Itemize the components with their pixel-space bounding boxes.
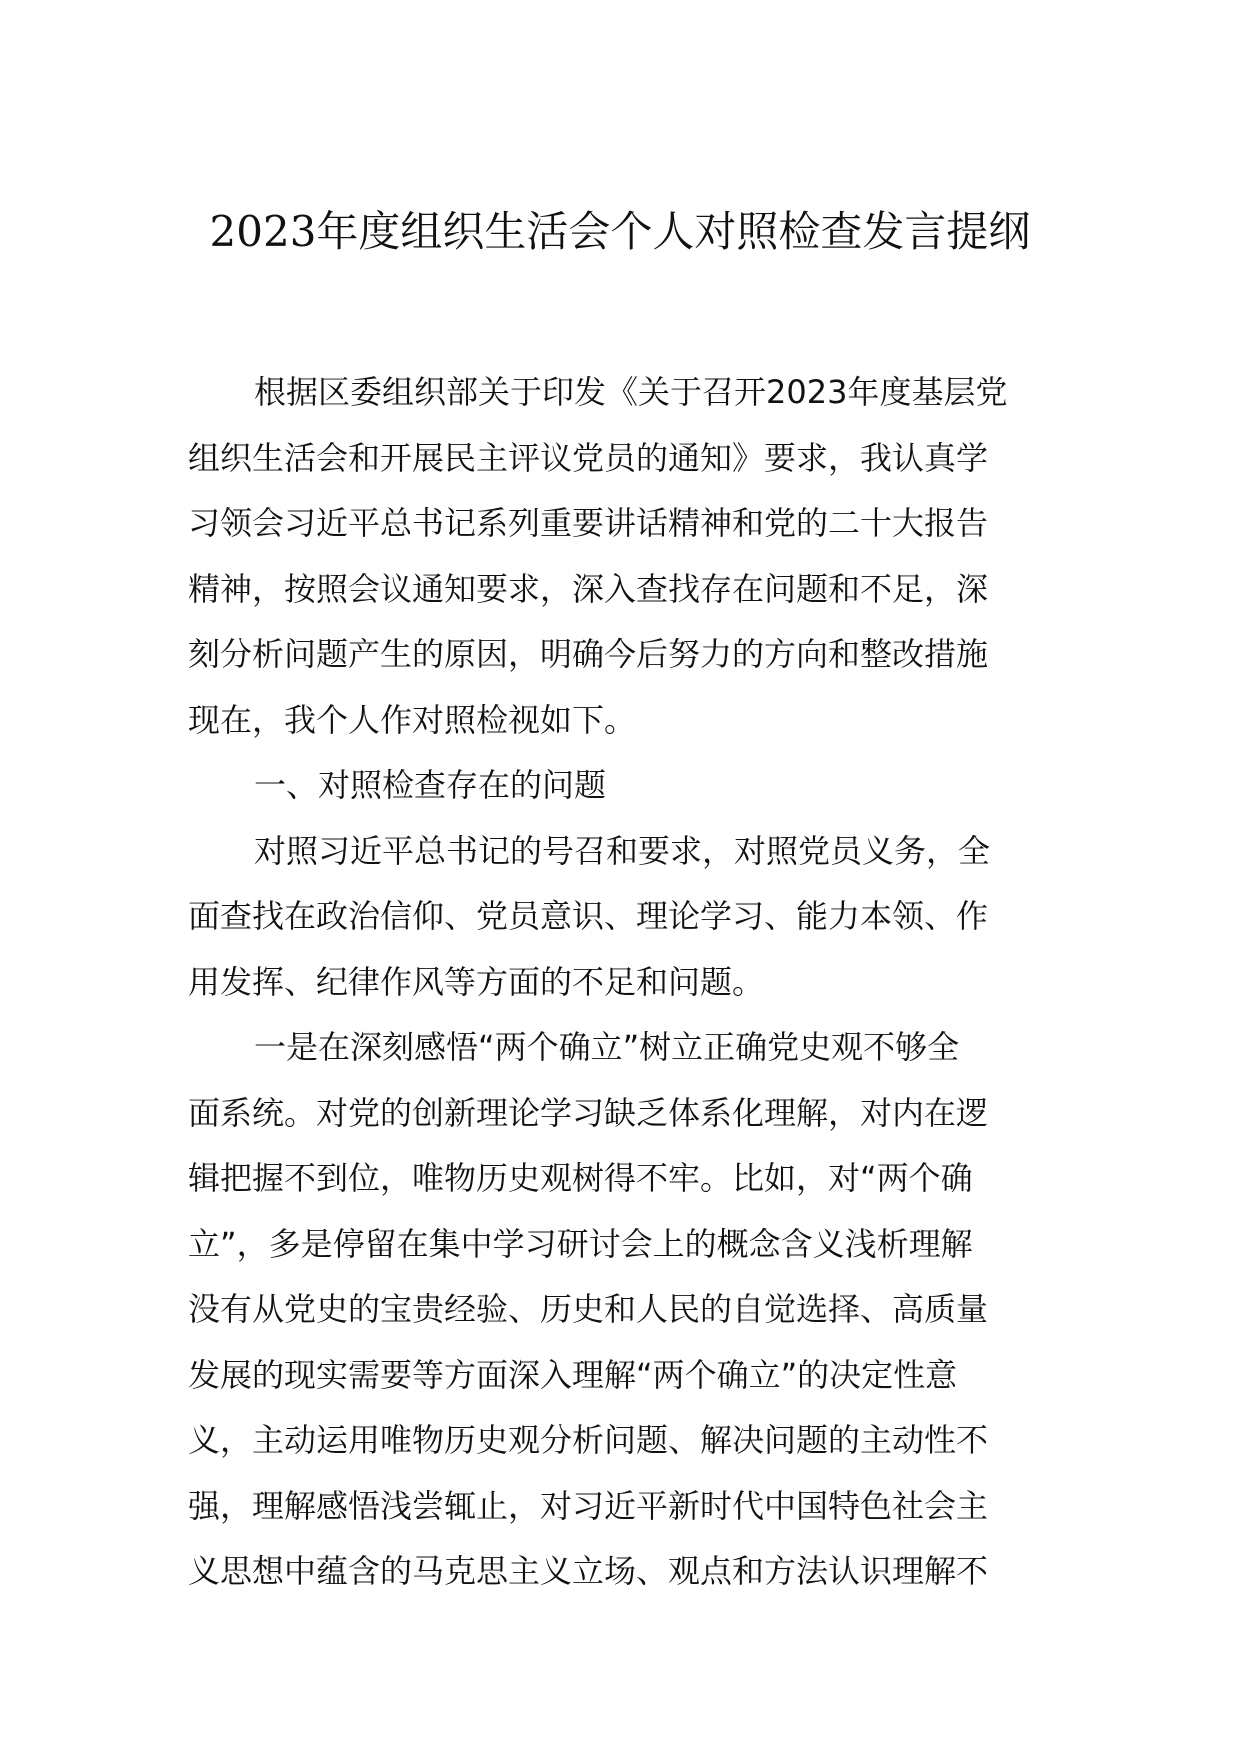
text-line: 根据区委组织部关于印发《关于召开2023年度基层党: [254, 373, 1008, 411]
text-line: 面系统。对党的创新理论学习缺乏体系化理解，对内在逻: [188, 1093, 989, 1132]
section-heading: [188, 753, 1056, 819]
text-line: 现在，我个人作对照检视如下。: [188, 700, 637, 739]
text-line: 义思想中蕴含的马克思主义立场、观点和方法认识理解不: [188, 1552, 989, 1590]
text-line: 义，主动运用唯物历史观分析问题、解决问题的主动性不: [188, 1421, 989, 1459]
text-line: 一、对照检查存在的问题: [254, 766, 607, 804]
text-line: 一是在深刻感悟“两个确立”树立正确党史观不够全: [254, 1028, 960, 1066]
paragraph-point-one: [188, 1015, 1056, 1605]
text-line: 组织生活会和开展民主评议党员的通知》要求，我认真学: [188, 438, 989, 477]
text-line: 面查找在政治信仰、党员意识、理论学习、能力本领、作: [188, 897, 989, 935]
document-body: [188, 360, 1056, 1605]
text-line: 立”，多是停留在集中学习研讨会上的概念含义浅析理解: [188, 1224, 973, 1263]
text-line: 用发挥、纪律作风等方面的不足和问题。: [188, 962, 765, 1001]
text-line: 没有从党史的宝贵经验、历史和人民的自觉选择、高质量: [188, 1290, 989, 1328]
text-line: 习领会习近平总书记系列重要讲话精神和党的二十大报告: [188, 504, 989, 542]
text-line: 对照习近平总书记的号召和要求，对照党员义务，全: [254, 831, 991, 870]
text-line: 刻分析问题产生的原因，明确今后努力的方向和整改措施: [188, 635, 989, 673]
text-line: 发展的现实需要等方面深入理解“两个确立”的决定性意: [188, 1355, 958, 1394]
document-title: 2023年度组织生活会个人对照检查发言提纲: [209, 207, 1031, 256]
paragraph-intro: [188, 360, 1056, 753]
text-line: 辑把握不到位，唯物历史观树得不牢。比如，对“两个确: [188, 1159, 973, 1197]
text-line: 精神，按照会议通知要求，深入查找存在问题和不足，深: [188, 569, 989, 608]
text-line: 强，理解感悟浅尝辄止，对习近平新时代中国特色社会主: [188, 1486, 989, 1525]
paragraph-overview: [188, 819, 1056, 1016]
